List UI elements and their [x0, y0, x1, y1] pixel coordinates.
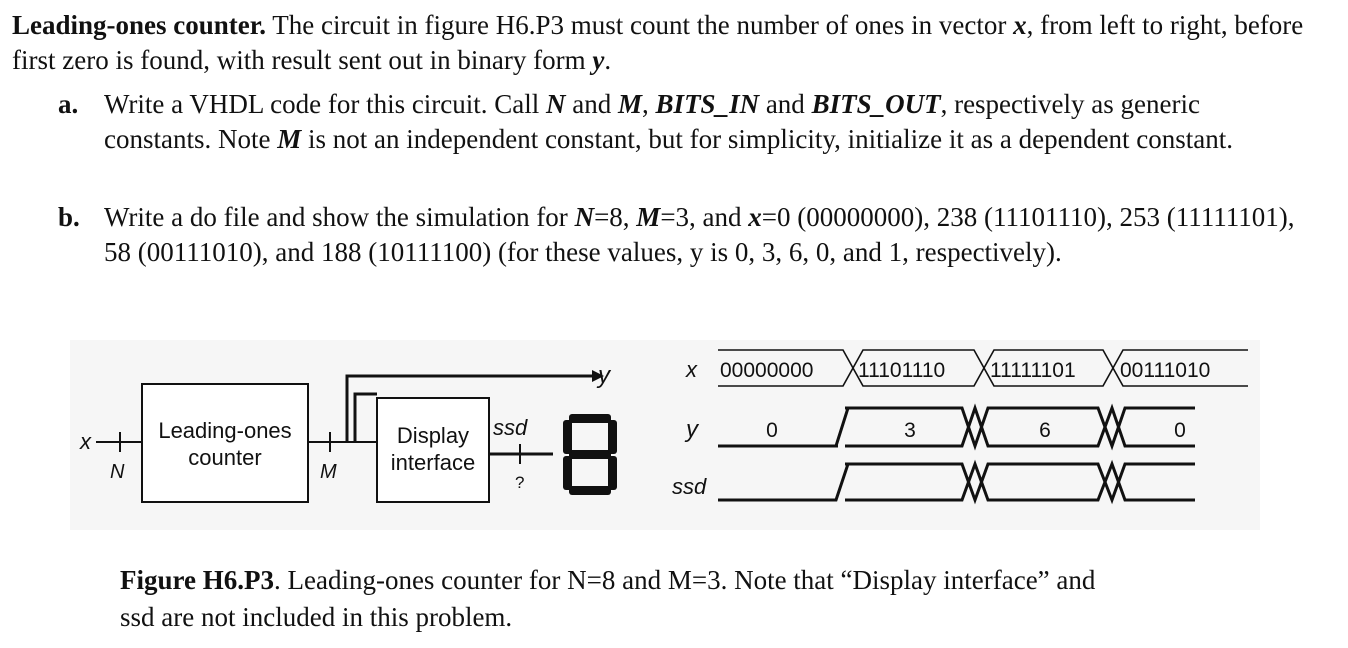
seven-segment-digit-icon [563, 414, 617, 495]
input-width-label: N [110, 461, 125, 483]
y-value-0: 0 [766, 419, 778, 442]
y-value-1: 3 [904, 419, 916, 442]
part-a-t5: , respectively as generic constants. Note [104, 89, 1200, 154]
ssd-width-label: ? [515, 473, 525, 492]
intro-text-3: . [604, 45, 612, 75]
y-waveform [718, 408, 1195, 446]
part-a-t3: , [642, 89, 656, 119]
part-a-marker: a. [58, 89, 79, 119]
part-b-t4: =0 (00000000), 238 (11101110), 253 (11111101), 58 (00111010), and 188 (10111100) (for these values, y is 0, 3, 6, 0, and 1, respectively). [104, 202, 1295, 267]
part-b-M: M [636, 202, 661, 232]
intro-text-1: The circuit in figure H6.P3 must count the number of ones in vector [266, 10, 1014, 40]
part-b-t1: Write a do file and show the simulation for [104, 202, 575, 232]
waveform [672, 350, 1248, 500]
block2-line2: interface [390, 450, 476, 475]
part-a-t6: is not an independent constant, but for simplicity, initialize it as a dependent constant. [301, 124, 1234, 154]
output-label: y [598, 362, 610, 389]
ssd-label: ssd [493, 415, 528, 440]
var-y: y [592, 45, 605, 75]
x-value-3: 00111010 [1120, 359, 1211, 382]
part-a-M: M [618, 89, 643, 119]
x-value-2: 11111101 [990, 359, 1076, 382]
caption-label: Figure H6.P3 [120, 565, 274, 595]
block1-line1: Leading-ones [158, 418, 292, 443]
part-b-N: N [574, 202, 595, 232]
part-b-t3: =3, and [660, 202, 749, 232]
wave-label-x: x [686, 357, 697, 382]
part-a-t1: Write a VHDL code for this circuit. Call [104, 89, 547, 119]
caption-text: . Leading-ones counter for N=8 and M=3. Note that “Display interface” and ssd are not included in this problem. [120, 565, 1096, 632]
waveform-labels [672, 357, 1210, 499]
part-a-t2: and [565, 89, 619, 119]
block2-line1: Display [396, 423, 470, 448]
part-b-marker: b. [58, 202, 80, 232]
part-b-t2: =8, [594, 202, 637, 232]
block1-line2: counter [188, 445, 262, 470]
y-branch-lower [355, 394, 377, 442]
figure-caption [120, 562, 1120, 636]
intro-text-2: , from left to right, before first zero is found, with result sent out in binary form [12, 10, 1304, 75]
wave-label-ssd: ssd [672, 474, 707, 499]
wave-label-y: y [686, 416, 698, 443]
input-label: x [80, 429, 91, 454]
ssd-waveform [718, 464, 1195, 500]
mid-width-label: M [320, 461, 337, 483]
part-a-M2: M [277, 124, 302, 154]
part-a-bits-out: BITS_OUT [811, 89, 941, 119]
var-x: x [1013, 10, 1027, 40]
y-value-2: 6 [1039, 419, 1051, 442]
leading-ones-block [142, 384, 308, 502]
x-value-0: 00000000 [720, 359, 814, 382]
part-a-N: N [546, 89, 566, 119]
y-value-3: 0 [1174, 419, 1186, 442]
part-a-bits-in: BITS_IN [655, 89, 760, 119]
problem-title: Leading-ones counter. [12, 10, 267, 40]
part-a-t4: and [759, 89, 812, 119]
part-b-x: x [748, 202, 762, 232]
x-value-1: 11101110 [858, 359, 946, 382]
